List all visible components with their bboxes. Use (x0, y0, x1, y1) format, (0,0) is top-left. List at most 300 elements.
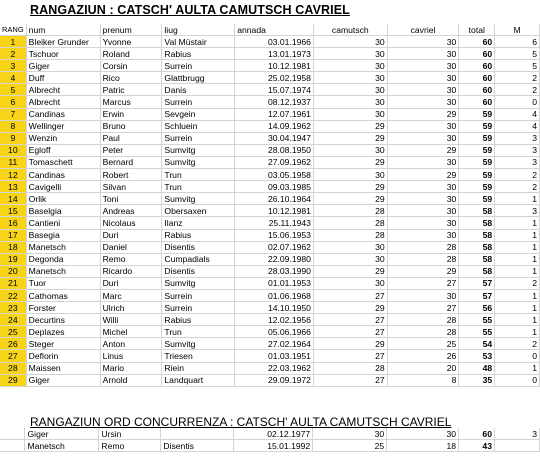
cavriel-cell: 28 (387, 241, 459, 253)
annada-cell: 15.06.1953 (235, 229, 314, 241)
table-row (0, 241, 540, 253)
camutsch-cell: 29 (313, 302, 387, 314)
annada-cell: 10.12.1981 (235, 205, 314, 217)
table-row (0, 350, 540, 362)
rang-cell: 17 (0, 229, 26, 241)
liug-cell: Disentis (162, 241, 235, 253)
header-cavriel: cavriel (387, 24, 459, 36)
camutsch-cell: 29 (313, 181, 387, 193)
liug-cell: Rabius (162, 48, 235, 60)
cavriel-cell: 28 (387, 253, 459, 265)
rang-cell: 19 (0, 253, 26, 265)
num-cell: Cathomas (26, 289, 100, 301)
liug-cell: Sumvitg (162, 156, 235, 168)
num-cell: Wenzin (26, 132, 100, 144)
table-row (0, 440, 540, 452)
empty-rang-cell (0, 440, 25, 452)
camutsch-cell: 30 (313, 60, 387, 72)
num-cell: Cantieni (26, 217, 100, 229)
cavriel-cell: 30 (387, 428, 459, 440)
rang-cell: 29 (0, 374, 26, 386)
rang-cell: 20 (0, 265, 26, 277)
rang-cell: 16 (0, 217, 26, 229)
rang-cell: 25 (0, 326, 26, 338)
annada-cell: 22.09.1980 (235, 253, 314, 265)
total-cell: 60 (459, 428, 495, 440)
rang-cell: 3 (0, 60, 26, 72)
total-cell: 58 (459, 265, 495, 277)
camutsch-cell: 30 (313, 84, 387, 96)
table-row (0, 60, 540, 72)
total-cell: 59 (459, 108, 495, 120)
total-cell: 60 (459, 36, 495, 48)
rang-cell: 15 (0, 205, 26, 217)
camutsch-cell: 30 (313, 144, 387, 156)
camutsch-cell: 30 (313, 428, 387, 440)
total-cell: 57 (459, 277, 495, 289)
annada-cell: 05.06.1966 (235, 326, 314, 338)
num-cell: Tschuor (26, 48, 100, 60)
table-row (0, 84, 540, 96)
annada-cell: 30.04.1947 (235, 132, 314, 144)
annada-cell: 29.09.1972 (235, 374, 314, 386)
prenum-cell: Robert (100, 169, 162, 181)
header-liug: liug (162, 24, 235, 36)
rang-cell: 9 (0, 132, 26, 144)
m-cell: 1 (495, 289, 540, 301)
cavriel-cell: 30 (387, 72, 459, 84)
table-row (0, 72, 540, 84)
rang-cell: 6 (0, 96, 26, 108)
table-row (0, 144, 540, 156)
camutsch-cell: 28 (313, 229, 387, 241)
empty-rang-cell (0, 428, 25, 440)
num-cell: Forster (26, 302, 100, 314)
annada-cell: 28.08.1950 (235, 144, 314, 156)
table-row (0, 326, 540, 338)
m-cell: 0 (495, 350, 540, 362)
annada-cell: 03.01.1966 (235, 36, 314, 48)
camutsch-cell: 28 (313, 205, 387, 217)
m-cell: 0 (495, 96, 540, 108)
liug-cell: Surrein (162, 289, 235, 301)
prenum-cell: Duri (100, 229, 162, 241)
cavriel-cell: 30 (387, 36, 459, 48)
liug-cell: Surrein (162, 302, 235, 314)
m-cell: 1 (495, 362, 540, 374)
num-cell: Giger (26, 60, 100, 72)
prenum-cell: Bruno (100, 120, 162, 132)
table-row (0, 265, 540, 277)
annada-cell: 13.01.1973 (235, 48, 314, 60)
cavriel-cell: 27 (387, 302, 459, 314)
rang-cell: 11 (0, 156, 26, 168)
rang-cell: 14 (0, 193, 26, 205)
liug-cell: Triesen (162, 350, 235, 362)
camutsch-cell: 30 (313, 48, 387, 60)
total-cell: 60 (459, 96, 495, 108)
cavriel-cell: 30 (387, 289, 459, 301)
annada-cell: 28.03.1990 (235, 265, 314, 277)
cavriel-cell: 8 (387, 374, 459, 386)
total-cell: 59 (459, 181, 495, 193)
m-cell: 3 (494, 428, 539, 440)
rang-cell: 10 (0, 144, 26, 156)
m-cell: 5 (495, 48, 540, 60)
total-cell: 58 (459, 229, 495, 241)
annada-cell: 14.09.1962 (235, 120, 314, 132)
prenum-cell: Erwin (100, 108, 162, 120)
m-cell: 5 (495, 60, 540, 72)
num-cell: Tuor (26, 277, 100, 289)
total-cell: 55 (459, 326, 495, 338)
cavriel-cell: 25 (387, 338, 459, 350)
prenum-cell: Duri (100, 277, 162, 289)
rang-cell: 12 (0, 169, 26, 181)
total-cell: 48 (459, 362, 495, 374)
cavriel-cell: 28 (387, 326, 459, 338)
prenum-cell: Patric (100, 84, 162, 96)
liug-cell: Danis (162, 84, 235, 96)
num-cell: Deplazes (26, 326, 100, 338)
num-cell: Cavigelli (26, 181, 100, 193)
table-row (0, 205, 540, 217)
table-row (0, 314, 540, 326)
total-cell: 57 (459, 289, 495, 301)
rang-cell: 2 (0, 48, 26, 60)
table-row (0, 229, 540, 241)
m-cell: 4 (495, 108, 540, 120)
num-cell: Bleiker Grunder (26, 36, 100, 48)
prenum-cell: Peter (100, 144, 162, 156)
m-cell: 1 (495, 253, 540, 265)
m-cell: 2 (495, 338, 540, 350)
m-cell: 2 (495, 181, 540, 193)
m-cell: 1 (495, 217, 540, 229)
camutsch-cell: 29 (313, 193, 387, 205)
annada-cell: 01.06.1968 (235, 289, 314, 301)
camutsch-cell: 29 (313, 338, 387, 350)
camutsch-cell: 28 (313, 362, 387, 374)
total-cell: 59 (459, 169, 495, 181)
table-row (0, 277, 540, 289)
prenum-cell: Paul (100, 132, 162, 144)
annada-cell: 25.02.1958 (235, 72, 314, 84)
annada-cell: 12.07.1961 (235, 108, 314, 120)
total-cell: 60 (459, 72, 495, 84)
total-cell: 55 (459, 314, 495, 326)
total-cell: 54 (459, 338, 495, 350)
cavriel-cell: 20 (387, 362, 459, 374)
prenum-cell: Marc (100, 289, 162, 301)
cavriel-cell: 30 (387, 181, 459, 193)
camutsch-cell: 29 (313, 156, 387, 168)
second-title: RANGAZIUN ORD CONCURRENZA : CATSCH' AULTA CAMUTSCH CAVRIEL (30, 415, 452, 429)
prenum-cell: Yvonne (100, 36, 162, 48)
cavriel-cell: 30 (387, 205, 459, 217)
m-cell: 2 (495, 72, 540, 84)
rang-cell: 13 (0, 181, 26, 193)
m-cell: 2 (495, 84, 540, 96)
total-cell: 56 (459, 302, 495, 314)
table-row (0, 36, 540, 48)
num-cell: Orlik (26, 193, 100, 205)
rang-cell: 23 (0, 302, 26, 314)
liug-cell: Sumvitg (162, 144, 235, 156)
annada-cell: 09.03.1985 (235, 181, 314, 193)
prenum-cell: Remo (99, 440, 161, 452)
liug-cell: Glattbrugg (162, 72, 235, 84)
num-cell: Basegia (26, 229, 100, 241)
m-cell: 3 (495, 205, 540, 217)
camutsch-cell: 27 (313, 374, 387, 386)
header-prenum: prenum (100, 24, 162, 36)
liug-cell (161, 428, 234, 440)
total-cell: 60 (459, 84, 495, 96)
rang-cell: 18 (0, 241, 26, 253)
header-annada: annada (235, 24, 314, 36)
annada-cell: 08.12.1937 (235, 96, 314, 108)
header-total: total (459, 24, 495, 36)
liug-cell: Surrein (162, 60, 235, 72)
total-cell: 43 (459, 440, 495, 452)
table-row (0, 181, 540, 193)
liug-cell: Obersaxen (162, 205, 235, 217)
m-cell: 0 (495, 374, 540, 386)
table-row (0, 217, 540, 229)
prenum-cell: Ursin (99, 428, 161, 440)
camutsch-cell: 30 (313, 253, 387, 265)
prenum-cell: Remo (100, 253, 162, 265)
liug-cell: Riein (162, 362, 235, 374)
liug-cell: Sevgein (162, 108, 235, 120)
table-row (0, 302, 540, 314)
header-num: num (26, 24, 100, 36)
table-row (0, 338, 540, 350)
m-cell: 3 (495, 132, 540, 144)
num-cell: Baselgia (26, 205, 100, 217)
open-competition-table (0, 428, 540, 452)
annada-cell: 10.12.1981 (235, 60, 314, 72)
cavriel-cell: 30 (387, 84, 459, 96)
total-cell: 58 (459, 205, 495, 217)
m-cell: 1 (495, 326, 540, 338)
rang-cell: 28 (0, 362, 26, 374)
header-camutsch: camutsch (313, 24, 387, 36)
m-cell: 1 (495, 193, 540, 205)
liug-cell: Ilanz (162, 217, 235, 229)
rang-cell: 7 (0, 108, 26, 120)
prenum-cell: Michel (100, 326, 162, 338)
m-cell: 2 (495, 169, 540, 181)
table-row (0, 289, 540, 301)
camutsch-cell: 30 (313, 277, 387, 289)
m-cell: 1 (495, 241, 540, 253)
liug-cell: Surrein (162, 132, 235, 144)
rang-cell: 24 (0, 314, 26, 326)
total-cell: 59 (459, 132, 495, 144)
num-cell: Albrecht (26, 96, 100, 108)
liug-cell: Disentis (161, 440, 234, 452)
cavriel-cell: 30 (387, 193, 459, 205)
cavriel-cell: 27 (387, 277, 459, 289)
table-row (0, 96, 540, 108)
num-cell: Maissen (26, 362, 100, 374)
camutsch-cell: 30 (313, 96, 387, 108)
m-cell: 1 (495, 265, 540, 277)
rang-cell: 22 (0, 289, 26, 301)
camutsch-cell: 30 (313, 241, 387, 253)
num-cell: Candinas (26, 108, 100, 120)
annada-cell: 12.02.1956 (235, 314, 314, 326)
num-cell: Giger (25, 428, 99, 440)
camutsch-cell: 30 (313, 72, 387, 84)
liug-cell: Disentis (162, 265, 235, 277)
rang-cell: 4 (0, 72, 26, 84)
table-row (0, 374, 540, 386)
liug-cell: Sumvitg (162, 277, 235, 289)
cavriel-cell: 29 (387, 265, 459, 277)
camutsch-cell: 28 (313, 217, 387, 229)
table-row (0, 132, 540, 144)
annada-cell: 22.03.1962 (235, 362, 314, 374)
liug-cell: Surrein (162, 96, 235, 108)
total-cell: 53 (459, 350, 495, 362)
annada-cell: 02.12.1977 (234, 428, 313, 440)
camutsch-cell: 30 (313, 169, 387, 181)
total-cell: 59 (459, 156, 495, 168)
prenum-cell: Bernard (100, 156, 162, 168)
header-m: M (495, 24, 540, 36)
m-cell: 1 (495, 314, 540, 326)
prenum-cell: Rico (100, 72, 162, 84)
m-cell: 1 (495, 302, 540, 314)
table-row (0, 193, 540, 205)
cavriel-cell: 30 (387, 60, 459, 72)
annada-cell: 15.07.1974 (235, 84, 314, 96)
rang-cell: 1 (0, 36, 26, 48)
table-row (0, 108, 540, 120)
table-row (0, 120, 540, 132)
num-cell: Manetsch (26, 265, 100, 277)
cavriel-cell: 30 (387, 132, 459, 144)
prenum-cell: Ricardo (100, 265, 162, 277)
liug-cell: Schluein (162, 120, 235, 132)
m-cell (494, 440, 539, 452)
liug-cell: Rabius (162, 314, 235, 326)
m-cell: 2 (495, 277, 540, 289)
prenum-cell: Ulrich (100, 302, 162, 314)
header-row (0, 24, 540, 36)
table-row (0, 169, 540, 181)
liug-cell: Val Müstair (162, 36, 235, 48)
sheet-title: RANGAZIUN : CATSCH' AULTA CAMUTSCH CAVRIEL (30, 3, 350, 17)
liug-cell: Landquart (162, 374, 235, 386)
camutsch-cell: 27 (313, 289, 387, 301)
num-cell: Manetsch (25, 440, 99, 452)
prenum-cell: Mario (100, 362, 162, 374)
num-cell: Candinas (26, 169, 100, 181)
liug-cell: Trun (162, 326, 235, 338)
num-cell: Giger (26, 374, 100, 386)
rang-cell: 21 (0, 277, 26, 289)
liug-cell: Sumvitg (162, 338, 235, 350)
camutsch-cell: 25 (313, 440, 387, 452)
num-cell: Decurtins (26, 314, 100, 326)
total-cell: 58 (459, 253, 495, 265)
cavriel-cell: 29 (387, 169, 459, 181)
total-cell: 59 (459, 144, 495, 156)
liug-cell: Sumvitg (162, 193, 235, 205)
prenum-cell: Andreas (100, 205, 162, 217)
annada-cell: 01.03.1951 (235, 350, 314, 362)
rang-cell: 8 (0, 120, 26, 132)
table-row (0, 48, 540, 60)
prenum-cell: Marcus (100, 96, 162, 108)
num-cell: Duff (26, 72, 100, 84)
prenum-cell: Toni (100, 193, 162, 205)
liug-cell: Cumpadials (162, 253, 235, 265)
num-cell: Deflorin (26, 350, 100, 362)
liug-cell: Trun (162, 181, 235, 193)
cavriel-cell: 30 (387, 229, 459, 241)
total-cell: 35 (459, 374, 495, 386)
annada-cell: 27.02.1964 (235, 338, 314, 350)
num-cell: Albrecht (26, 84, 100, 96)
camutsch-cell: 29 (313, 120, 387, 132)
m-cell: 1 (495, 229, 540, 241)
annada-cell: 02.07.1962 (235, 241, 314, 253)
prenum-cell: Nicolaus (100, 217, 162, 229)
m-cell: 3 (495, 144, 540, 156)
rang-cell: 5 (0, 84, 26, 96)
table-row (0, 156, 540, 168)
table-row (0, 253, 540, 265)
prenum-cell: Roland (100, 48, 162, 60)
prenum-cell: Daniel (100, 241, 162, 253)
annada-cell: 26.10.1964 (235, 193, 314, 205)
cavriel-cell: 30 (387, 96, 459, 108)
total-cell: 58 (459, 241, 495, 253)
prenum-cell: Linus (100, 350, 162, 362)
liug-cell: Rabius (162, 229, 235, 241)
annada-cell: 15.01.1992 (234, 440, 313, 452)
total-cell: 59 (459, 120, 495, 132)
num-cell: Degonda (26, 253, 100, 265)
num-cell: Wellinger (26, 120, 100, 132)
liug-cell: Trun (162, 169, 235, 181)
num-cell: Egloff (26, 144, 100, 156)
annada-cell: 14.10.1950 (235, 302, 314, 314)
total-cell: 60 (459, 60, 495, 72)
total-cell: 60 (459, 48, 495, 60)
header-rang: RANG (0, 24, 26, 36)
m-cell: 6 (495, 36, 540, 48)
camutsch-cell: 30 (313, 108, 387, 120)
num-cell: Steger (26, 338, 100, 350)
prenum-cell: Anton (100, 338, 162, 350)
camutsch-cell: 29 (313, 132, 387, 144)
m-cell: 3 (495, 156, 540, 168)
num-cell: Tomaschett (26, 156, 100, 168)
prenum-cell: Arnold (100, 374, 162, 386)
annada-cell: 25.11.1943 (235, 217, 314, 229)
num-cell: Manetsch (26, 241, 100, 253)
total-cell: 59 (459, 193, 495, 205)
camutsch-cell: 29 (313, 265, 387, 277)
cavriel-cell: 30 (387, 120, 459, 132)
annada-cell: 03.05.1958 (235, 169, 314, 181)
